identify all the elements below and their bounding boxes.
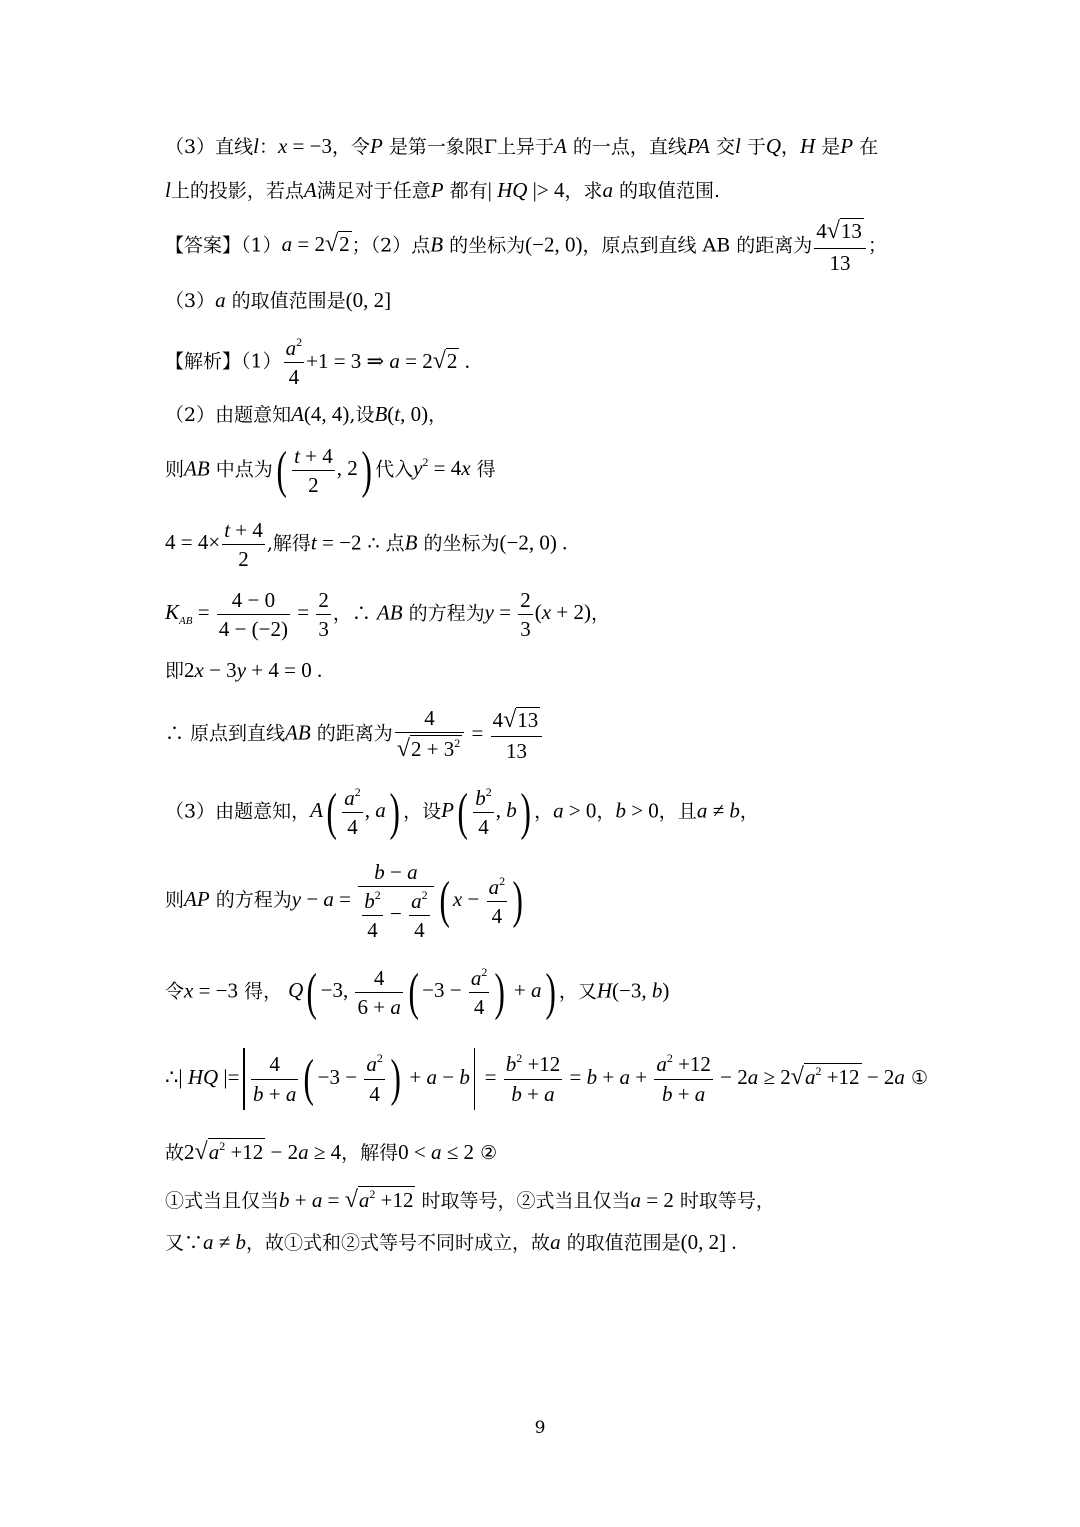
question-3-line1: （3）直线l：x = −3，令P 是第一象限Γ上异于A 的一点，直线PA 交l 于Q，H 是P 在 <box>165 134 879 158</box>
solution-part1: 【解析】（1） $\frac{a^2}{4}$ +1 = 3 ⇒ a = 2√2 . <box>165 335 470 390</box>
question-3-line2: l上的投影，若点A满足对于任意P 都有| HQ |> 4，求a 的取值范围. <box>165 178 721 202</box>
solution-part3-line4: ∴| HQ |= $\frac{4}{b + a}$ ( −3 − $\frac{a^2}{4}$ ) + a − b = $\frac{b^2 +12}{b + a}$ = b + a + $\frac{a^2 +12}{b + a}$ − $2a \ge 2√a^2 +12 - 2a$ ① <box>165 1048 928 1110</box>
answer-line2: （3）a 的取值范围是(0, 2] <box>165 288 392 312</box>
solution-part2-line2: 则AB 中点为( $\frac{t + 4}{2}$ , 2) 代入$y^2 = 4x$ 得 <box>165 441 496 499</box>
solution-part3-line3: 令x = −3 得， Q( −3, $\frac{4}{6 + a}$ ( −3 − $\frac{a^2}{4}$ ) + a) ，又H(−3, b) <box>165 963 670 1021</box>
answer-line1: 【答案】（1）a = 2√2 ；（2）点B 的坐标为(−2, 0)，原点到直线 AB 的距离为 $\frac{4√13}{13}$ ； <box>165 218 887 275</box>
solution-part3-line5: 故$2√a^2 +12 - 2a \ge 4$，解得0 < a ≤ 2 ② <box>165 1139 498 1165</box>
solution-part2-line6: ∴ 原点到直线AB 的距离为 $\frac{4}{√2 + 3^2}$ = $\frac{4√13}{13}$ <box>165 706 544 764</box>
solution-part2-line3: 4 = 4× $\frac{t + 4}{2}$ ,解得t = −2 ∴ 点B 的坐标为(−2, 0) . <box>165 518 568 572</box>
solution-part2-line1: （2）由题意知A(4, 4),设B(t, 0)， <box>165 402 448 426</box>
solution-part3-line1: （3）由题意知，A( $\frac{a^2}{4}$ , a) ，设P( $\frac{b^2}{4}$ , b) ，a > 0，b > 0，且a ≠ b， <box>165 783 759 841</box>
solution-part3-line2: 则AP 的方程为y − a = b − a $\frac{b^2}{4}$ − $\frac{a^2}{4}$ ( x − $\frac{a^2}{4}$ ) <box>165 860 523 943</box>
solution-part3-line6: ①式当且仅当$b + a = √a^2 +12$ 时取等号，②式当且仅当a = 2 时取等号， <box>165 1187 775 1213</box>
solution-part2-line4: $K_{AB}$ = $\frac{4 - 0}{4 - (-2)}$ = $\frac{2}{3}$ ，∴ AB 的方程为y = $\frac{2}{3}$ (x + 2)， <box>165 588 610 642</box>
solution-part3-line7: 又∵a ≠ b，故①式和②式等号不同时成立，故a 的取值范围是(0, 2] . <box>165 1230 737 1254</box>
page-number: 9 <box>534 1418 546 1438</box>
solution-part2-line5: 即2x − 3y + 4 = 0 . <box>165 658 323 682</box>
